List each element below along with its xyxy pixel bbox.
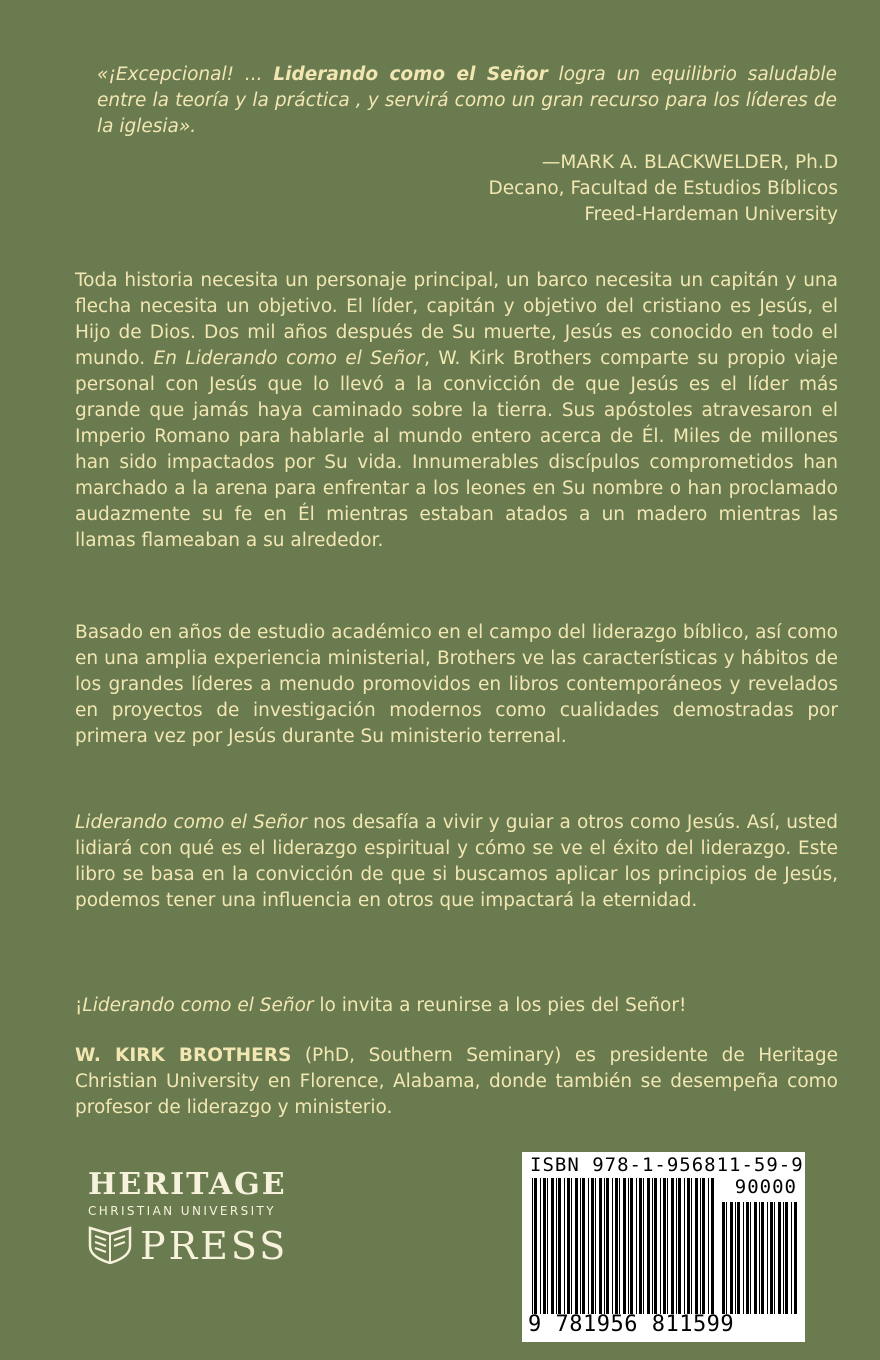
isbn-label: ISBN 978-1-956811-59-9 [530,1154,804,1176]
barcode-bar [702,1178,705,1314]
barcode-bar [643,1178,644,1314]
barcode-bar [737,1202,740,1314]
barcode-bar [547,1178,548,1314]
barcode-bar [783,1202,784,1314]
p1-book-title: En Liderando como el Señor [153,348,425,369]
barcode-bar [791,1202,792,1314]
p4-text-a: ¡ [75,995,83,1016]
barcode-bar [660,1178,661,1314]
attribution-role: Decano, Facultad de Estudios Bíblicos [488,178,838,199]
publisher-logo [88,1168,300,1268]
attribution-name: —MARK A. BLACKWELDER, Ph.D [541,152,838,173]
barcode-bar [754,1202,757,1314]
isbn-barcode [522,1152,805,1342]
barcode-bar [730,1202,733,1314]
barcode-bar [564,1178,565,1314]
quote-rest: logra un equilibrio saludable entre la teoría y la práctica , y servirá como un gran recurso para los líderes de la iglesia». [97,64,837,137]
barcode-bar [770,1202,773,1314]
barcode-bar [691,1178,692,1314]
barcode-bar [750,1202,751,1314]
barcode-bar [575,1178,578,1314]
barcode-bar [551,1178,554,1314]
barcode-bar [571,1178,572,1314]
p3-text: nos desafía a vivir y guiar a otros como Jesús. Así, usted lidiará con qué es el liderazgo espiritual y cómo se ve el éxito del liderazgo. Este libro se basa en la convicción de que si buscamos aplicar los principios de Jesús, podemos tener una influencia en otros que impactará la eternidad. [75,812,838,911]
barcode-bar [726,1202,727,1314]
description-paragraph-1 [75,268,838,554]
barcode-bar [759,1202,760,1314]
barcode-bar [761,1202,764,1314]
barcode-bar [534,1178,537,1314]
p4-text-b: lo invita a reunirse a los pies del Señor! [313,995,687,1016]
p4-book-title: Liderando como el Señor [82,995,314,1016]
barcode-bar [708,1178,709,1314]
endorsement-quote [97,62,837,140]
barcode-bar [678,1178,681,1314]
barcode-bar [684,1178,685,1314]
p3-book-title: Liderando como el Señor [75,812,307,833]
logo-christian-university: CHRISTIAN UNIVERSITY [88,1204,277,1218]
barcode-bar [532,1178,533,1314]
barcode-bar [746,1202,749,1314]
logo-heritage: HERITAGE [88,1167,287,1202]
barcode-bar [667,1178,668,1314]
barcode-bar [647,1178,650,1314]
barcode-bar [671,1178,674,1314]
barcode-bar [582,1178,585,1314]
barcode-bar [654,1178,657,1314]
barcode-bar [540,1178,541,1314]
barcode-bar [735,1202,736,1314]
price-code: 90000 [734,1176,797,1198]
barcode-bar [591,1178,594,1314]
barcode-bar [695,1178,698,1314]
barcode-bar [778,1202,781,1314]
barcode-bar [676,1178,677,1314]
barcode-bar [612,1178,613,1314]
shield-book-icon [88,1224,132,1268]
barcode-bar [556,1178,557,1314]
barcode-bar [558,1178,561,1314]
description-paragraph-2: Basado en años de estudio académico en el campo del liderazgo bíblico, así como en una amplia experiencia ministerial, Brothers ve las características y hábitos de los grandes líderes a menudo promovidos en libros contemporáneos y revelados en proyectos de investigación modernos como cualidades demostradas por primera vez por Jesús durante Su ministerio terrenal. [75,622,838,747]
logo-press: PRESS [140,1224,289,1268]
logo-press-row [88,1224,300,1268]
barcode-bar [604,1178,605,1314]
barcode-digits: 9 781956 811599 [528,1312,735,1337]
barcode-bar [599,1178,602,1314]
barcode-bar [543,1178,546,1314]
barcode-bar [619,1178,620,1314]
barcode-bar [711,1178,714,1314]
barcode-bar [722,1202,725,1314]
quote-open: «¡Excepcional! ... [97,64,263,85]
barcode-bar [588,1178,589,1314]
quote-attribution [489,150,839,228]
barcode-bar [663,1178,666,1314]
barcode-bar [636,1178,637,1314]
description-paragraph-3 [75,810,838,914]
barcode-bar [623,1178,626,1314]
barcode-bar [615,1178,618,1314]
author-name: W. KIRK BROTHERS [75,1045,292,1066]
barcode-bar [774,1202,775,1314]
barcode-bar [606,1178,609,1314]
barcode-bar [743,1202,744,1314]
barcode-bar [687,1178,690,1314]
barcode-bar [794,1202,797,1314]
barcode-bar [700,1178,701,1314]
barcode-bar [580,1178,581,1314]
barcode-bar [595,1178,596,1314]
invitation-line [75,993,838,1019]
attribution-institution: Freed-Hardeman University [584,204,838,225]
barcode-bar [767,1202,768,1314]
barcode-bar [567,1178,570,1314]
p1-text-a: Toda historia necesita un personaje principal, un barco necesita un capitán y una flecha necesita un objetivo. El líder, capitán y objetivo del cristiano es Jesús, el Hijo de Dios. Dos mil años después de Su muerte, Jesús es conocido en todo el mundo. [75,270,838,369]
author-bio-text: (PhD, Southern Seminary) es presidente de Heritage Christian University en Florence, Alabama, donde también se desempeña como profesor de liderazgo y ministerio. [75,1045,838,1118]
barcode-bar [785,1202,788,1314]
barcode-bar [630,1178,633,1314]
author-bio [75,1043,838,1121]
barcode-bar [628,1178,629,1314]
barcode-bar [652,1178,653,1314]
quote-book-title: Liderando como el Señor [273,64,548,85]
barcode-bar [639,1178,642,1314]
p1-text-b: , W. Kirk Brothers comparte su propio viaje personal con Jesús que lo llevó a la convicción de que Jesús es el líder más grande que jamás haya caminado sobre la tierra. Sus apóstoles atravesaron el Imperio Romano para hablarle al mundo entero acerca de Él. Miles de millones han sido impactados por Su vida. Innumerables discípulos comprometidos han marchado a la arena para enfrentar a los leones en Su nombre o han proclamado audazmente su fe en Él mientras estaban atados a un madero mientras las llamas flameaban a su alrededor. [75,348,838,551]
